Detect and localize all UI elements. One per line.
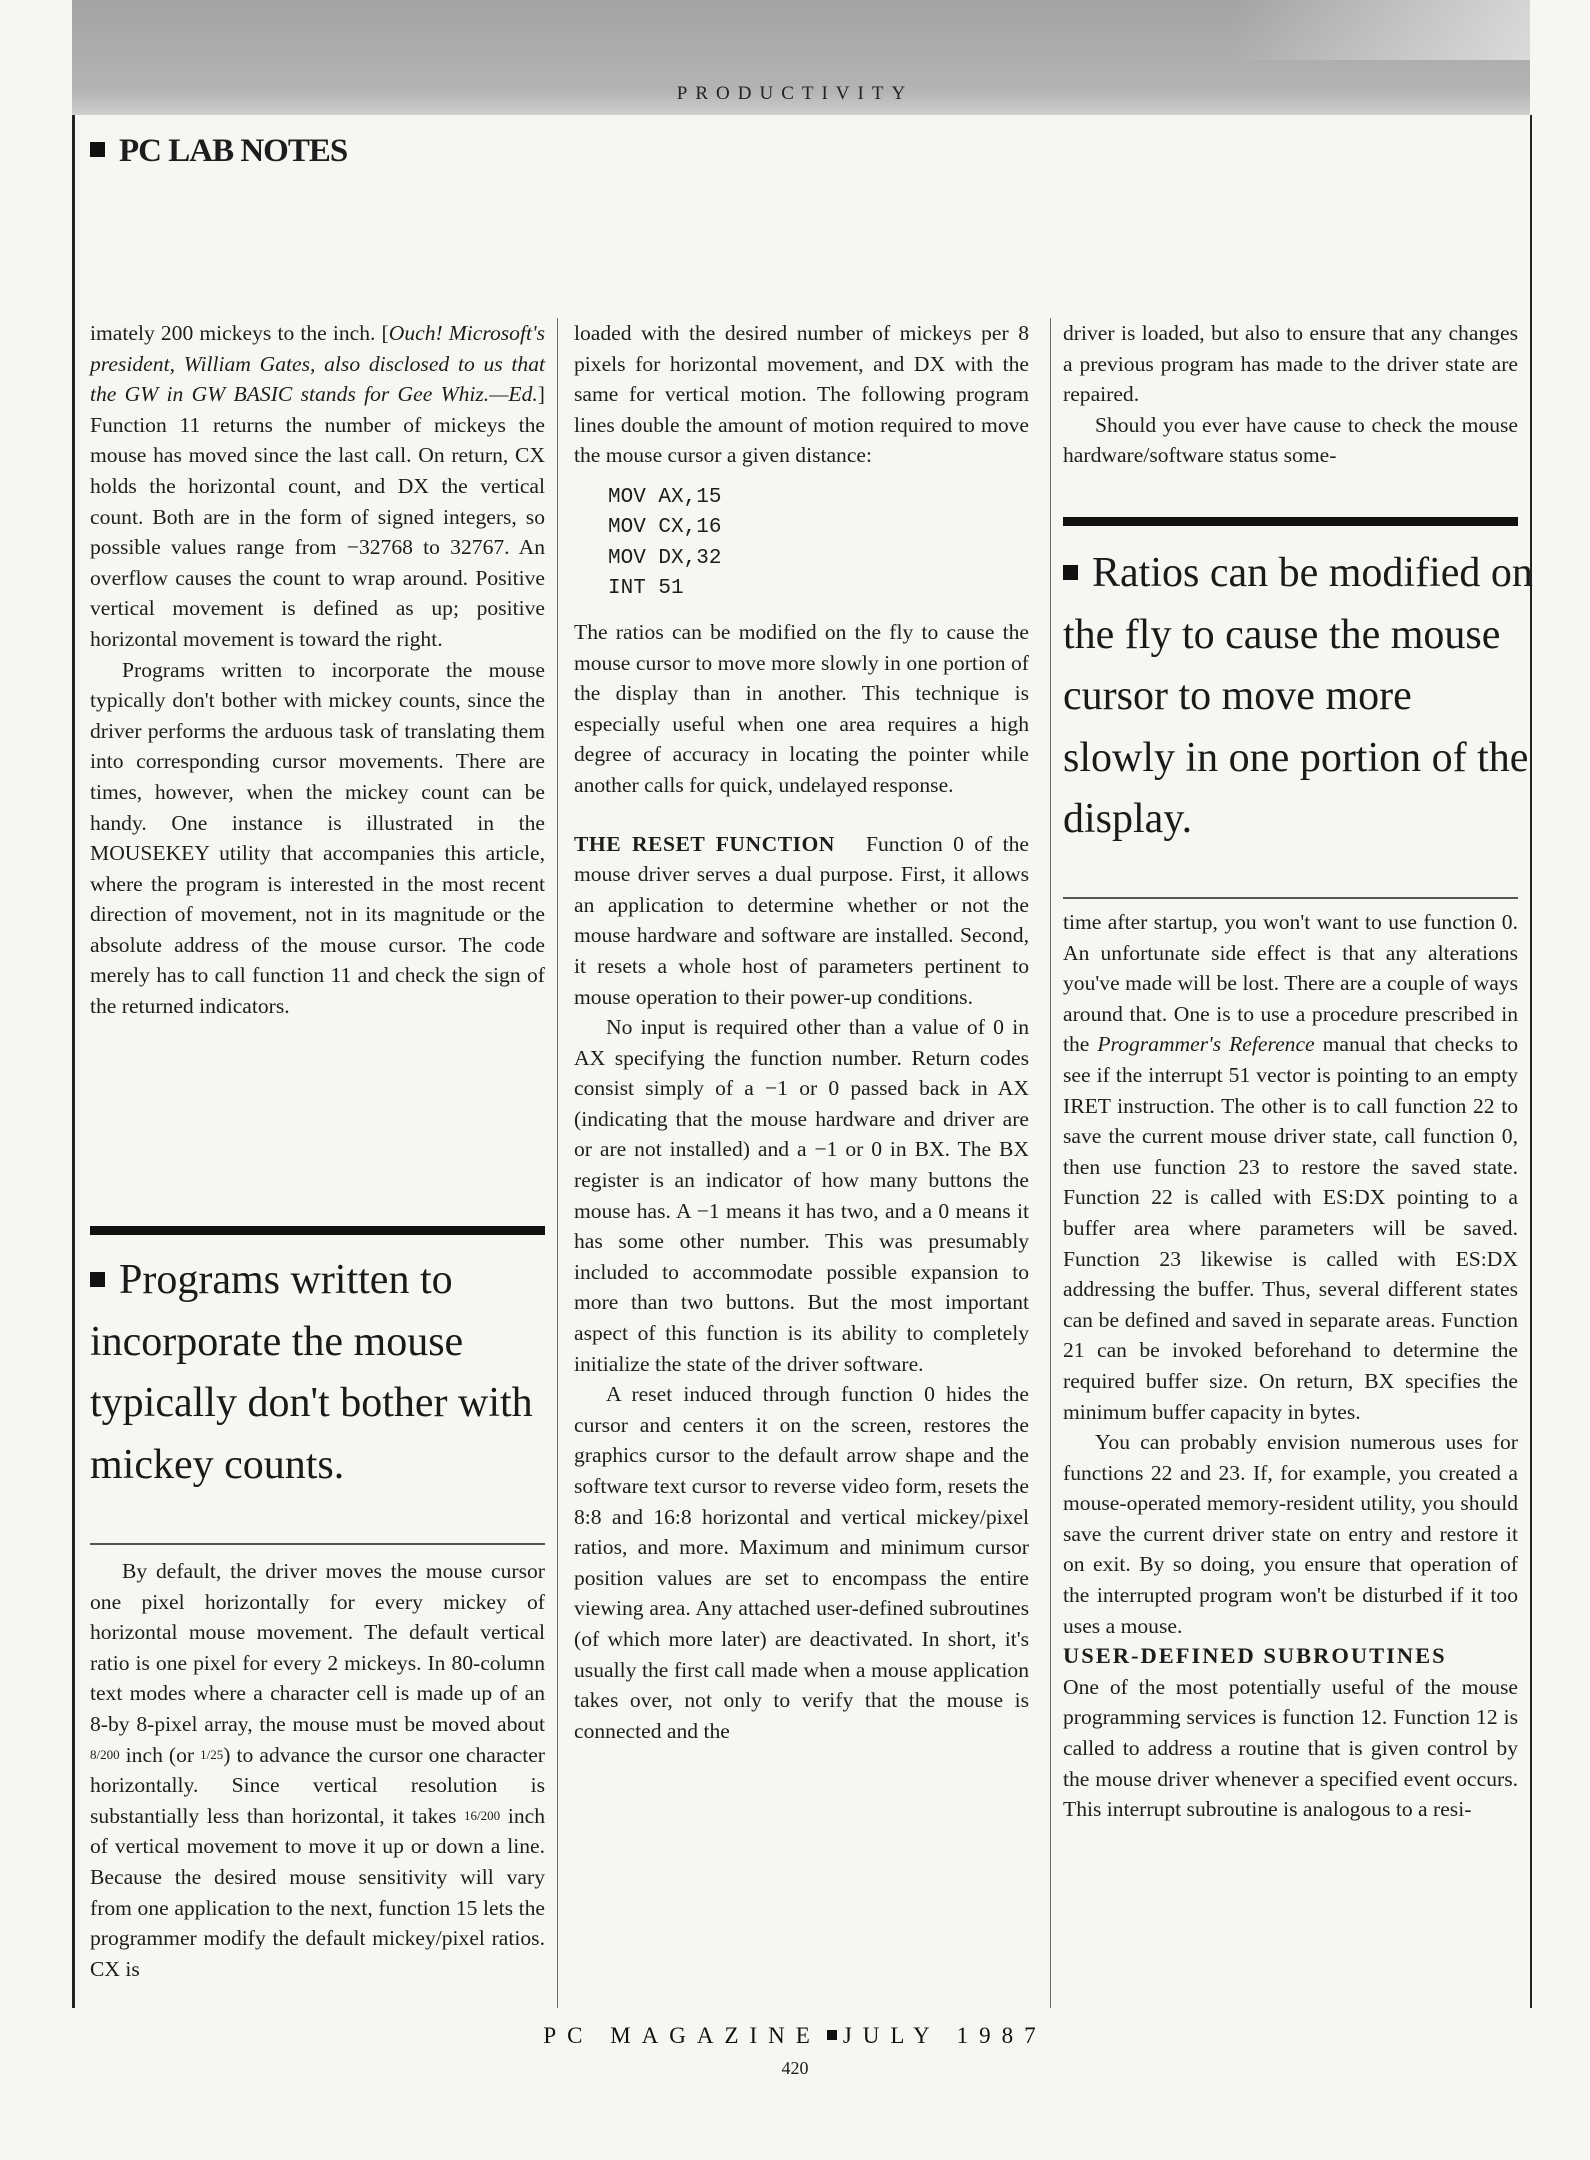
text-run: inch of vertical movement to move it up or down a line. Because the desired mouse sensitivity will vary from one application to the next, function 15 lets the programmer modify the default mickey/pixel ratios. CX is (90, 1803, 545, 1981)
paragraph: driver is loaded, but also to ensure that any changes a previous program has made to the driver state are repaired. (1063, 321, 1518, 407)
column-3-top (1063, 318, 1518, 471)
paragraph: No input is required other than a value of 0 in AX specifying the function number. Return codes consist simply of a −1 or 0 passed back in AX (indicating that the mouse hardware and driver are or are not installed) and a −1 or 0 in BX. The BX register is an indicator of how many buttons the mouse has. A −1 means it has two, and a 0 means it has some other number. This was presumably included to accommodate possible expansion to more than two buttons. But the most important aspect of this function is its ability to completely initialize the state of the driver software. (574, 1015, 1029, 1376)
section-label: PRODUCTIVITY (676, 83, 914, 104)
fraction: 16/200 (464, 1807, 501, 1823)
column-1-top (90, 318, 545, 1022)
bullet-square-icon (90, 142, 105, 157)
page-frame-right (1530, 115, 1532, 2008)
text-run: ] Function 11 returns the number of mickeys the mouse has moved since the last call. On return, CX holds the horizontal count, and DX the vertical count. Both are in the form of signed integers, so possible values range from −32768 to 32767. An overflow causes the count to wrap around. Positive vertical movement is defined as up; positive horizontal movement is toward the right. (90, 382, 545, 651)
magazine-name: PC MAGAZINE (543, 2023, 821, 2048)
issue-date: JULY 1987 (842, 2023, 1047, 2048)
text-run: ) to advance the cursor one character horizontally. Since vertical resolution is substantially less than horizontal, it takes (90, 1742, 545, 1828)
pullquote-left (90, 1250, 560, 1496)
column-2 (574, 318, 1029, 1746)
column-rule (1050, 318, 1051, 2008)
bullet-square-icon (90, 1272, 105, 1287)
text-run: inch (or (119, 1742, 201, 1767)
bullet-square-icon (1063, 565, 1078, 580)
text-run: Function 0 of the mouse driver serves a dual purpose. First, it allows an application to determine whether or not the mouse hardware and software are installed. Second, it resets a whole host of parameters pertinent to mouse operation to their power-up conditions. (574, 831, 1029, 1009)
fraction: 8/200 (90, 1746, 120, 1762)
pullquote-text: Programs written to incorporate the mouse typically don't bother with mickey counts. (90, 1257, 533, 1488)
column-rule (557, 318, 558, 2008)
magazine-footer (0, 2023, 1590, 2049)
paragraph: One of the most potentially useful of the mouse programming services is function 12. Function 12 is called to address a routine that is given control by the mouse driver whenever a specified event occurs. This interrupt subroutine is analogous to a resi- (1063, 1674, 1518, 1822)
pullquote-right (1063, 543, 1533, 851)
pullquote-text: Ratios can be modified on the fly to cause the mouse cursor to move more slowly in one portion of the display. (1063, 550, 1533, 842)
subhead: THE RESET FUNCTION (574, 831, 835, 856)
page-frame-left (72, 115, 75, 2008)
fraction: 1/25 (200, 1746, 224, 1762)
page-number: 420 (781, 2058, 809, 2078)
book-title: Programmer's Reference (1097, 1032, 1315, 1057)
pullquote-rule-bottom (1063, 897, 1518, 899)
paragraph (1063, 907, 1518, 1427)
paragraph: Programs written to incorporate the mouse typically don't bother with mickey counts, since the driver performs the arduous task of translating them into corresponding cursor movements. There are times, however, when the mickey count can be handy. One instance is illustrated in the MOUSEKEY utility that accompanies this article, where the program is interested in the most recent direction of movement, not in its magnitude or the absolute address of the mouse cursor. The code merely has to call function 11 and check the sign of the returned indicators. (90, 657, 545, 1019)
text-run: time after startup, you won't want to use function 0. An unfortunate side effect is that any alterations you've made will be lost. There are a couple of ways around that. One is to use a procedure prescribed in the (1063, 910, 1518, 1057)
column-3-bottom (1063, 907, 1518, 1825)
header-fade (1230, 0, 1530, 60)
text-run: manual that checks to see if the interrupt 51 vector is pointing to an empty IRET instruction. The other is to call function 22 to save the current mouse driver state, call function 0, then use function 23 to restore the saved state. Function 22 is called with ES:DX pointing to a buffer area where parameters will be saved. Function 23 likewise is called with ES:DX addressing the buffer. Thus, several different states can be defined and saved in separate areas. Function 21 can be invoked beforehand to determine the required buffer size. On return, BX specifies the minimum buffer capacity in bytes. (1063, 1032, 1518, 1424)
pullquote-rule-top (1063, 517, 1518, 526)
code-block: MOV AX,15 MOV CX,16 MOV DX,32 INT 51 (608, 485, 722, 601)
paragraph (574, 829, 1029, 1013)
department-title (90, 133, 347, 170)
subhead: USER-DEFINED SUBROUTINES (1063, 1643, 1447, 1669)
paragraph: loaded with the desired number of mickeys per 8 pixels for horizontal movement, and DX with the same for vertical motion. The following program lines double the amount of motion required to move the mouse cursor a given distance: (574, 321, 1029, 468)
paragraph (90, 318, 545, 655)
paragraph: The ratios can be modified on the fly to cause the mouse cursor to move more slowly in one portion of the display than in another. This technique is especially useful when one area requires a high degree of accuracy in locating the pointer while another calls for quick, undelayed response. (574, 619, 1029, 797)
paragraph (90, 1556, 545, 1984)
paragraph: You can probably envision numerous uses for functions 22 and 23. If, for example, you created a mouse-operated memory-resident utility, you should save the current driver state on entry and restore it on exit. By so doing, you ensure that operation of the interrupted program won't be disturbed if it too uses a mouse. (1063, 1430, 1518, 1638)
department-title-text: PC LAB NOTES (119, 133, 348, 169)
bullet-square-icon (827, 2030, 837, 2040)
text-run: imately 200 mickeys to the inch. [ (90, 321, 389, 345)
pullquote-rule-top (90, 1226, 545, 1235)
paragraph: A reset induced through function 0 hides the cursor and centers it on the screen, restores the graphics cursor to the default arrow shape and the software text cursor to reverse video form, resets the 8:8 and 16:8 horizontal and vertical mickey/pixel ratios, and more. Maximum and minimum cursor position values are set to encompass the entire viewing area. Any attached user-defined subroutines (of which more later) are deactivated. In short, it's usually the first call made when a mouse application takes over, not only to verify that the mouse is connected and the (574, 1382, 1029, 1743)
text-run: By default, the driver moves the mouse cursor one pixel horizontally for every mickey of horizontal mouse movement. The default vertical ratio is one pixel for every 2 mickeys. In 80-column text modes where a character cell is made up of an 8-by 8-pixel array, the mouse must be moved about (90, 1559, 545, 1736)
column-1-bottom (90, 1556, 545, 1984)
paragraph: Should you ever have cause to check the mouse hardware/software status some- (1063, 412, 1518, 468)
editor-note: Ouch! Microsoft's president, William Gates, also disclosed to us that the GW in GW BASIC stands for Gee Whiz.—Ed. (90, 321, 545, 407)
pullquote-rule-bottom (90, 1543, 545, 1545)
